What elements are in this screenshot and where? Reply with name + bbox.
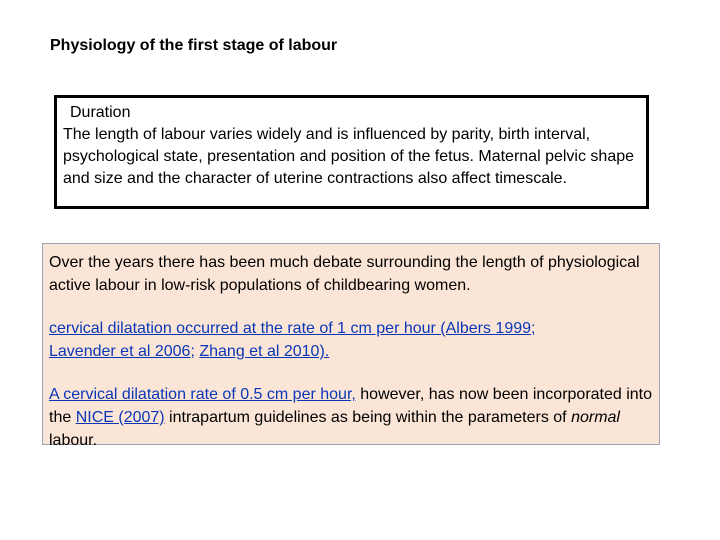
nice-text-3: labour. [49,432,98,449]
duration-heading: Duration [70,104,131,121]
nice-text-2: intrapartum guidelines as being within the parameters of [164,409,572,426]
notes-box [42,243,660,449]
duration-box [54,95,649,209]
page-title: Physiology of the first stage of labour [50,37,338,54]
nice-reference-link[interactable]: NICE (2007) [75,409,165,426]
notes-paragraph-nice [49,383,653,452]
lavender-reference-link[interactable]: Lavender et al 2006; [49,343,195,360]
dilatation-rate-link[interactable]: A cervical dilatation rate of 0.5 cm per hour, [49,386,356,403]
notes-paragraph-rate [49,317,653,363]
normal-emphasis: normal [571,409,620,426]
nice-text-1: however, has now been incorporated into the [49,386,653,426]
duration-body: The length of labour varies widely and is influenced by parity, birth interval, psychological state, presentation and position of the fetus. Maternal pelvic shape and size and the character of uterine contractions also affect timescale. [63,126,635,187]
zhang-reference-link[interactable]: Zhang et al 2010). [199,343,330,360]
albers-reference-link[interactable]: cervical dilatation occurred at the rate of 1 cm per hour (Albers 1999; [49,320,536,337]
notes-paragraph-debate: Over the years there has been much debate surrounding the length of physiological active labour in low-risk populations of childbearing women. [49,254,640,294]
